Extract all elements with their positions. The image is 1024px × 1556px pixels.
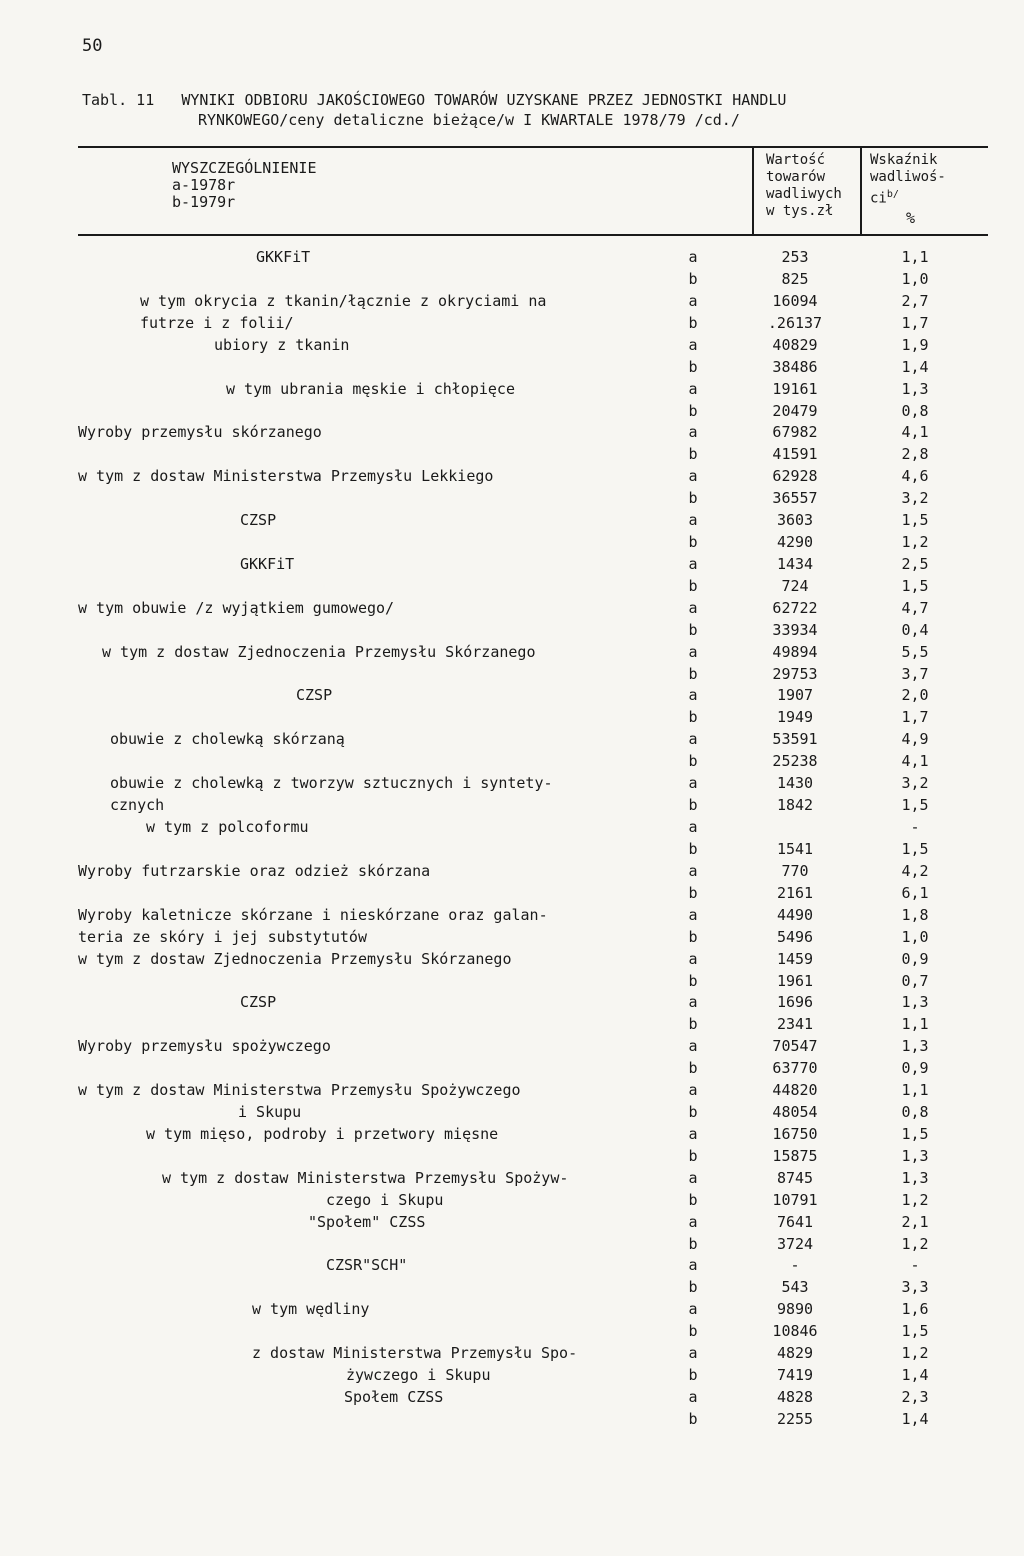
indicator-cell: 1,8 1,0 [901,905,929,946]
row-label: w tym z dostaw Zjednoczenia Przemysłu Skórzanego [102,642,536,661]
value-cell: 62928 36557 [772,467,818,508]
row-label: w tym mięso, podroby i przetwory mięsne [146,1124,499,1143]
year-marker: a b [688,467,698,508]
value-cell: 770 2161 [776,861,814,902]
table-row [0,1165,1024,1209]
row-label: w tym okrycia z tkanin/łącznie z okryciami na futrze i z folii/ [140,291,547,332]
value-cell: 62722 33934 [772,598,818,639]
table-row [0,332,1024,376]
indicator-cell: 1,2 1,4 [901,1344,929,1385]
value-cell: 1434 724 [776,554,814,595]
indicator-cell: 1,9 1,4 [901,335,929,376]
value-cell: 1430 1842 [776,774,814,815]
year-marker: a b [688,993,698,1034]
year-marker: a b [688,861,698,902]
indicator-cell: - 1,5 [901,817,929,858]
table-row [0,419,1024,463]
year-marker: a b [688,1256,698,1297]
row-label: w tym z dostaw Ministerstwa Przemysłu Spożywczego i Skupu [78,1081,521,1122]
value-cell: 4490 5496 [776,905,814,946]
row-label: w tym ubrania męskie i chłopięce [226,379,515,398]
value-cell: 44820 48054 [772,1081,818,1122]
header-bottom-rule [78,234,988,236]
value-cell: 4829 7419 [776,1344,814,1385]
row-label: w tym obuwie /z wyjątkiem gumowego/ [78,598,395,617]
row-label: Wyroby kaletnicze skórzane i nieskórzane oraz galan- teria ze skóry i jej substytutów [78,905,548,946]
value-cell: 253 825 [781,248,809,288]
row-label: CZSP [240,511,277,530]
table-row [0,858,1024,902]
year-marker: a b [688,949,698,990]
row-label: Wyroby futrzarskie oraz odzież skórzana [78,861,431,880]
row-label: Wyroby przemysłu skórzanego [78,423,322,442]
value-cell: 3603 4290 [776,511,814,552]
table-row [0,989,1024,1033]
year-marker: a b [688,1168,698,1209]
table-row [0,726,1024,770]
table-row [0,902,1024,946]
header-divider-2 [860,146,862,236]
table-row [0,1209,1024,1253]
caption-line-2: RYNKOWEGO/ceny detaliczne bieżące/w I KWARTALE 1978/79 /cd./ [198,111,740,129]
value-cell: 1541 [776,839,814,858]
header-top-rule [78,146,988,148]
row-label: w tym z dostaw Ministerstwa Przemysłu Lekkiego [78,467,494,486]
row-label: "Społem" CZSS [308,1212,426,1231]
indicator-cell: 1,6 1,5 [901,1300,929,1341]
value-cell: 16094 .26137 [767,291,823,332]
table-body [0,244,1024,1428]
table-row [0,1340,1024,1384]
header-divider-1 [752,146,754,236]
year-marker: a b [688,686,698,727]
value-cell: 40829 38486 [772,335,818,376]
year-marker: a b [688,817,698,858]
indicator-cell: 1,3 0,8 [901,379,929,420]
indicator-cell: 2,1 1,2 [901,1212,929,1253]
year-marker: a b [688,291,698,332]
table-row [0,946,1024,990]
table-row [0,814,1024,858]
indicator-cell: 4,2 6,1 [901,861,929,902]
year-marker: a b [688,1300,698,1341]
table-number: Tabl. 11 [82,91,155,109]
indicator-cell: 1,5 1,3 [901,1124,929,1165]
indicator-cell: 1,5 1,2 [901,511,929,552]
year-marker: a b [688,1124,698,1165]
indicator-cell: 1,3 1,2 [901,1168,929,1209]
row-label: z dostaw Ministerstwa Przemysłu Spo- żywczego i Skupu [252,1344,578,1385]
row-label: CZSP [240,993,277,1012]
value-cell: 4828 2255 [776,1387,814,1428]
indicator-cell: 1,1 0,8 [901,1081,929,1122]
value-cell: 70547 63770 [772,1037,818,1078]
value-cell: 9890 10846 [772,1300,818,1341]
row-label: GKKFiT [240,554,295,573]
row-label: ubiory z tkanin [214,335,350,354]
table-row [0,682,1024,726]
indicator-cell: 2,3 1,4 [901,1387,929,1428]
header-col-indicator: Wskaźnik wadliwoś- $ci^{b/}$ [870,152,946,207]
indicator-cell: 0,9 0,7 [901,949,929,990]
year-marker: a b [688,598,698,639]
row-label: w tym z dostaw Zjednoczenia Przemysłu Skórzanego [78,949,512,968]
value-cell: 19161 20479 [772,379,818,420]
year-marker: a b [688,905,698,946]
value-cell: - 543 [781,1256,809,1297]
table-row [0,1384,1024,1428]
indicator-cell: 1,1 1,0 [901,248,929,288]
indicator-cell: 4,9 4,1 [901,730,929,771]
table-row [0,1121,1024,1165]
value-cell: 16750 15875 [772,1124,818,1165]
row-label: GKKFiT [256,248,311,266]
table-row [0,639,1024,683]
table-row [0,1033,1024,1077]
table-row [0,507,1024,551]
row-label: w tym wędliny [252,1300,370,1319]
year-marker: a b [688,1081,698,1122]
year-marker: a b [688,1212,698,1253]
year-marker: a b [688,1037,698,1078]
row-label: CZSR"SCH" [326,1256,408,1275]
indicator-cell: - 3,3 [901,1256,929,1297]
header-col-description: WYSZCZEGÓLNIENIE a-1978r b-1979r [172,159,317,211]
row-label: CZSP [296,686,333,705]
value-cell: 8745 10791 [772,1168,818,1209]
indicator-cell: 2,0 1,7 [901,686,929,727]
table-row [0,244,1024,288]
year-marker: a b [688,379,698,420]
row-label: w tym z dostaw Ministerstwa Przemysłu Spożyw- czego i Skupu [162,1168,569,1209]
row-label: Społem CZSS [344,1387,444,1406]
row-label: w tym z polcoformu [146,817,309,836]
value-cell: 1907 1949 [776,686,814,727]
year-marker: a b [688,511,698,552]
table-row [0,376,1024,420]
row-label: obuwie z cholewką skórzaną [110,730,345,749]
header-unit-percent: % [906,209,916,227]
value-cell: 53591 25238 [772,730,818,771]
year-marker: a b [688,774,698,815]
value-cell: 49894 29753 [772,642,818,683]
table-row [0,595,1024,639]
row-label: obuwie z cholewką z tworzyw sztucznych i syntety- cznych [110,774,553,815]
value-cell: 7641 3724 [776,1212,814,1253]
indicator-cell: 3,2 1,5 [901,774,929,815]
indicator-cell: 4,6 3,2 [901,467,929,508]
indicator-cell: 5,5 3,7 [901,642,929,683]
year-marker: a b [688,1344,698,1385]
value-cell: 1696 2341 [776,993,814,1034]
page-number: 50 [82,36,103,56]
value-cell: 1459 1961 [776,949,814,990]
table-row [0,551,1024,595]
year-marker: a b [688,1387,698,1428]
table-row [0,463,1024,507]
year-marker: a b [688,730,698,771]
year-marker: a b [688,248,698,288]
table-row [0,288,1024,332]
year-marker: a b [688,554,698,595]
year-marker: a b [688,423,698,464]
indicator-cell: 1,3 0,9 [901,1037,929,1078]
indicator-cell: 4,7 0,4 [901,598,929,639]
value-cell: 67982 41591 [772,423,818,464]
table-row [0,770,1024,814]
indicator-cell: 2,7 1,7 [901,291,929,332]
year-marker: a b [688,642,698,683]
caption-line-1: WYNIKI ODBIORU JAKOŚCIOWEGO TOWARÓW UZYSKANE PRZEZ JEDNOSTKI HANDLU [181,91,787,109]
table-row [0,1252,1024,1296]
table-caption [82,90,786,130]
row-label: Wyroby przemysłu spożywczego [78,1037,331,1056]
table-row [0,1077,1024,1121]
indicator-cell: 4,1 2,8 [901,423,929,464]
year-marker: a b [688,335,698,376]
indicator-cell: 2,5 1,5 [901,554,929,595]
header-col-value: Wartość towarów wadliwych w tys.zł [766,152,842,219]
indicator-cell: 1,3 1,1 [901,993,929,1034]
table-row [0,1296,1024,1340]
